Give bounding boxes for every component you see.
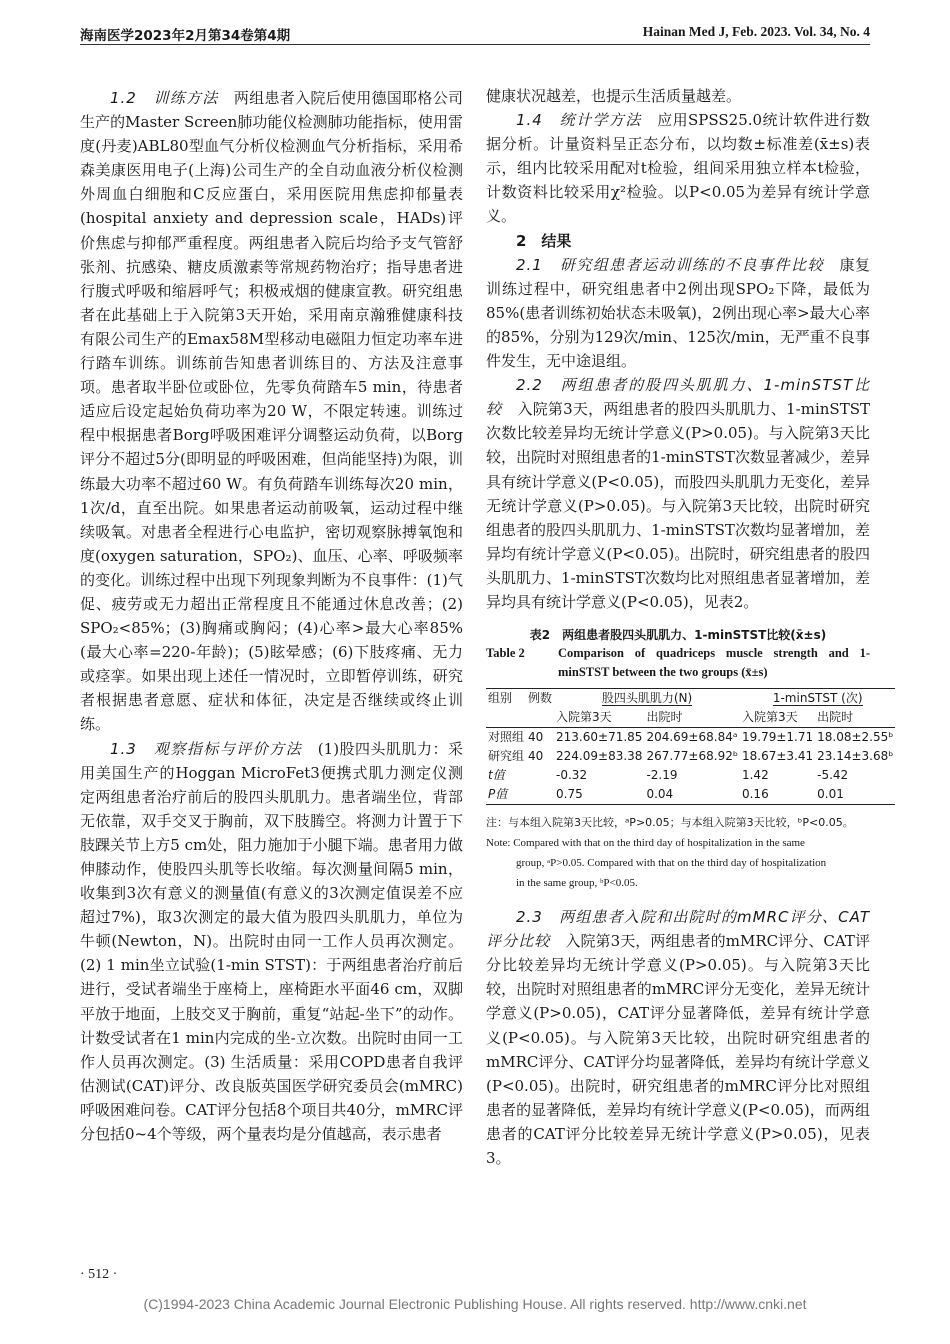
cell-value: 0.01	[815, 785, 895, 805]
cell-value: -5.42	[817, 768, 849, 783]
running-header-left: 海南医学2023年2月第34卷第4期	[80, 28, 291, 44]
section-1-2-text: 两组患者入院后使用德国耶格公司生产的Master Screen肺功能仪检测肺功能指标，使用雷度(丹麦)ABL80型血气分析仪检测血气分析指标，采用希森美康医用电子(上海)公司生产的全自动血液分析仪检测外周血白细胞和C反应蛋白，采用医院用焦虑抑郁量表(hospital anxiety and depression scale，HADs)评价焦虑与抑郁严重程度。两组患者入院后均给予支气管舒张剂、抗感染、糖皮质激素等常规药物治疗；指导患者进行腹式呼吸和缩唇呼气；积极戒烟的健康宣教。研究组患者在此基础上于入院第3天开始，采用南京瀚雅健康科技有限公司生产的Emax58M型移动电磁阻力恒定功率车进行踏车训练。训练前告知患者训练目的、方法及注意事项。患者取半卧位或卧位，先零负荷踏车5 min，待患者适应后设定起始负荷功率为20 W，不限定转速。训练过程中根据患者Borg呼吸困难评分调整运动负荷，以Borg评分不超过5分(即明显的呼吸困难，但尚能坚持)为限，训练最大功率不超过60 W。有负荷踏车训练每次20 min，1次/d，直至出院。如果患者运动前吸氧，运动过程中继续吸氧。对患者全程进行心电监护，密切观察脉搏氧饱和度(oxygen saturation，SPO₂)、血压、心率、呼吸频率的变化。训练过程中出现下列现象判断为不良事件：(1)气促、疲劳或无力超出正常程度且不能通过休息改善；(2) SPO₂<85%；(3)胸痛或胸闷；(4)心率>最大心率85%(最大心率=220-年龄)；(5)眩晕感；(6)下肢疼痛、无力或痉挛。如果出现上述任一情况时，立即暂停训练，研究者根据患者意愿、症状和体征，决定是否继续或终止训练。	[80, 89, 463, 734]
table-row	[486, 766, 895, 785]
subheader-discharge: 出院时	[815, 708, 895, 728]
cell-value: 0.16	[740, 785, 815, 805]
row-label: 研究组	[488, 749, 525, 764]
cell-value: 224.09±83.38	[556, 749, 643, 764]
table-2-caption-en-text: Comparison of quadriceps muscle strength and 1-minSTST between the two groups (x̄±s)	[558, 646, 870, 680]
table-header-row	[486, 689, 895, 709]
header-divider	[80, 44, 870, 45]
continued-paragraph: 健康状况越差，也提示生活质量越差。	[486, 87, 742, 105]
section-1-2	[80, 86, 463, 737]
cell-value: 23.14±3.68ᵇ	[817, 749, 894, 764]
section-2-2-text: 入院第3天，两组患者的股四头肌肌力、1-minSTST次数比较差异均无统计学意义(P>0.05)。与入院第3天比较，出院时对照组患者的1-minSTST次数显著减少，差异具有统计学意义(P<0.05)，而股四头肌肌力无变化，差异无统计学意义(P>0.05)。与入院第3天比较，出院时研究组患者的股四头肌肌力、1-minSTST次数均显著增加，差异均有统计学意义(P<0.05)。出院时，研究组患者的股四头肌肌力、1-minSTST次数均比对照组患者显著增加，差异均具有统计学意义(P<0.05)，见表2。	[486, 400, 870, 611]
table-2-caption-en-label: Table 2	[486, 646, 525, 661]
row-cases: 40	[528, 749, 544, 764]
note-en-line-1: Note: Compared with that on the third day of hospitalization in the same	[486, 837, 805, 850]
table-2-note-zh: 注：与本组入院第3天比较，ᵃP>0.05；与本组入院第3天比较，ᵇP<0.05。	[486, 816, 854, 830]
cell-value: 213.60±71.85	[556, 730, 643, 745]
cell-value: 0.75	[554, 785, 644, 805]
section-1-4-heading: 1.4 统计学方法	[516, 111, 642, 130]
cell-value: 1.42	[741, 768, 769, 783]
section-2-1-text: 康复训练过程中，研究组患者中2例出现SPO₂下降，最低为85%(患者训练初始状态未吸氧)，2例出现心率>最大心率的85%，分别为129次/min、125次/min，无严重不良事件发生，无中途退组。	[486, 255, 870, 371]
table-row	[486, 747, 895, 766]
section-1-2-heading: 1.2 训练方法	[110, 89, 219, 107]
row-label: t值	[488, 768, 505, 783]
section-1-3-heading: 1.3 观察指标与评价方法	[110, 739, 303, 758]
cell-value: -0.32	[556, 768, 588, 783]
cell-value: 0.04	[644, 785, 740, 805]
section-2-3	[486, 905, 870, 1170]
table-row	[486, 785, 895, 805]
header-strength: 股四头肌肌力(N)	[554, 689, 740, 709]
cell-value: 204.69±68.84ᵃ	[646, 730, 738, 745]
section-1-3-text: (1)股四头肌肌力：采用美国生产的Hoggan MicroFet3便携式肌力测定仪测定两组患者治疗前后的股四头肌肌力。患者端坐位，背部无依靠，双手交叉于胸前，双下肢腾空。将测力计置于下肢踝关节上方5 cm处，阻力施加于小腿下端。患者用力做伸膝动作，使股四头肌等长收缩。每次测量间隔5 min，收集到3次有意义的测量值(有意义的3次测定值误差不应超过7%)，取3次测定的最大值为股四头肌肌力，单位为牛顿(Newton，N)。出院时由同一工作人员再次测定。(2) 1 min坐立试验(1-min STST)：于两组患者治疗前后进行，受试者端坐于座椅上，座椅距水平面46 cm，双脚平放于地面，上肢交叉于胸前，重复“站起-坐下”的动作。计数受试者在1 min内完成的坐-立次数。出院时由同一工作人员再次测定。(3) 生活质量：采用COPD患者自我评估测试(CAT)评分、改良版英国医学研究委员会(mMRC)呼吸困难问卷。CAT评分包括8个项目共40分，mMRC评分包括0~4个等级，两个量表均是分值越高，表示患者	[80, 739, 463, 1144]
copyright-footer: (C)1994-2023 China Academic Journal Electronic Publishing House. All rights reserved. http://www.cnki.net	[143, 1296, 807, 1312]
row-cases: 40	[528, 730, 544, 745]
section-2-3-text: 入院第3天，两组患者的mMRC评分、CAT评分比较差异均无统计学意义(P>0.05)。与入院第3天比较，出院时对照组患者的mMRC评分无变化，差异无统计学意义(P>0.05)，CAT评分显著降低，差异有统计学意义(P<0.05)。与入院第3天比较，出院时研究组患者的mMRC评分、CAT评分均显著降低，差异均有统计学意义(P<0.05)。出院时，研究组患者的mMRC评分比对照组患者的显著降低，差异均有统计学意义(P<0.05)，而两组患者的CAT评分比较差异无统计学意义(P>0.05)，见表3。	[486, 932, 870, 1167]
section-2-2	[486, 373, 870, 614]
cell-value: 267.77±68.92ᵇ	[646, 749, 738, 764]
table-2	[486, 688, 895, 805]
row-cases	[526, 785, 554, 805]
header-group: 组别	[486, 689, 526, 709]
row-label: P值	[486, 785, 526, 805]
table-2-block	[486, 626, 894, 893]
cell-value: 19.79±1.71	[741, 730, 814, 745]
table-subheader-row	[486, 708, 895, 728]
section-2-1	[486, 253, 870, 373]
header-cases: 例数	[526, 689, 554, 709]
cell-value: -2.19	[646, 768, 678, 783]
section-2-2-heading: 2.2 两组患者的股四头肌肌力、1-minSTST比较	[486, 376, 870, 419]
subheader-discharge: 出院时	[644, 708, 740, 728]
table-row	[486, 728, 895, 748]
note-en-line-2: group, ᵃP>0.05. Compared with that on the third day of hospitalization	[516, 857, 827, 870]
running-header-right: Hainan Med J, Feb. 2023. Vol. 34, No. 4	[642, 24, 870, 39]
note-en-line-3: in the same group, ᵇP<0.05.	[516, 877, 638, 890]
right-column	[486, 84, 894, 1170]
table-2-caption-zh: 表2 两组患者股四头肌肌力、1-minSTST比较(x̄±s)	[529, 628, 827, 643]
page-number: · 512 ·	[80, 1267, 118, 1282]
table-2-note-en	[486, 833, 870, 893]
section-2-heading: 2 结果	[516, 231, 572, 250]
section-2-1-heading: 2.1 研究组患者运动训练的不良事件比较	[516, 255, 824, 274]
section-1-4-text: 应用SPSS25.0统计软件进行数据分析。计量资料呈正态分布，以均数±标准差(x̄±s)表示，组内比较采用配对t检验，组间采用独立样本t检验，计数资料比较采用χ²检验。以P<0.05为差异有统计学意义。	[486, 111, 870, 226]
cell-value: 18.08±2.55ᵇ	[817, 730, 894, 745]
header-stst: 1-minSTST (次)	[740, 689, 895, 709]
subheader-day3: 入院第3天	[740, 708, 815, 728]
row-cases	[526, 766, 554, 785]
section-1-4	[486, 108, 870, 228]
subheader-day3: 入院第3天	[554, 708, 644, 728]
row-label: 对照组	[488, 730, 525, 745]
left-column	[80, 86, 463, 1146]
table-2-caption-en	[486, 644, 870, 682]
section-1-3	[80, 737, 463, 1147]
section-2-3-heading: 2.3 两组患者入院和出院时的mMRC评分、CAT评分比较	[486, 908, 870, 951]
cell-value: 18.67±3.41	[741, 749, 814, 764]
